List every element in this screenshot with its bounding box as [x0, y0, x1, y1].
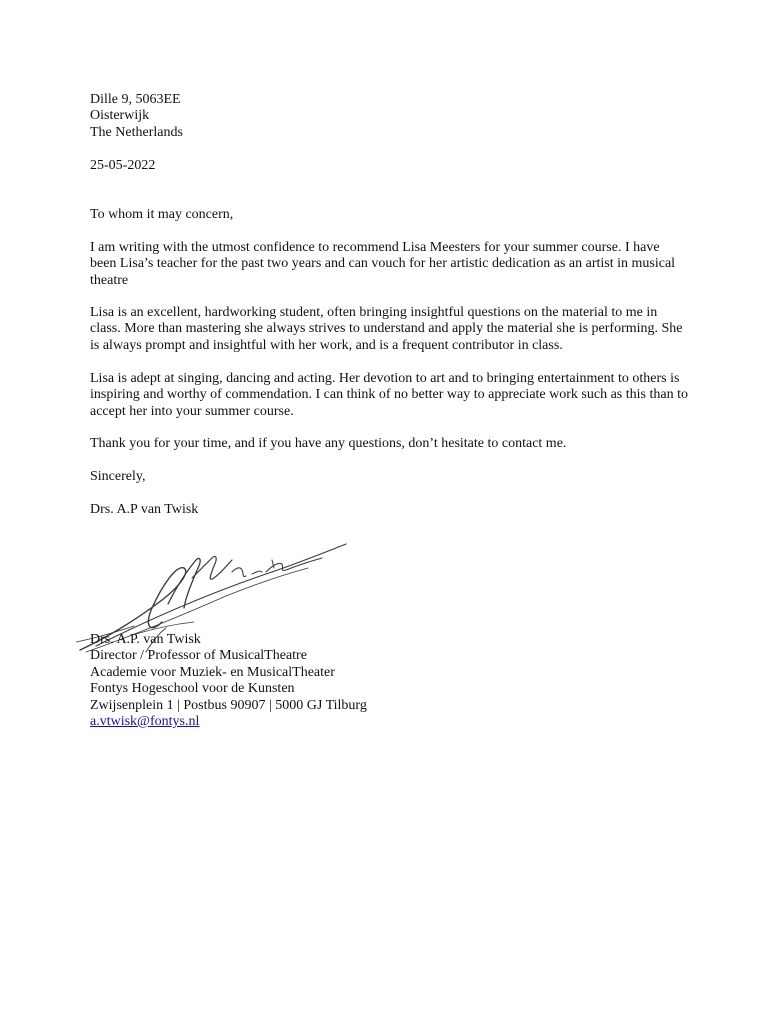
- body-paragraph-1: I am writing with the utmost confidence to recommend Lisa Meesters for your summer course. I have been Lisa’s teacher for the past two years and can vouch for her artistic dedication as an artist in musical theatre: [90, 240, 676, 288]
- address-line-3: The Netherlands: [90, 124, 183, 140]
- closing-line: Sincerely,: [90, 469, 146, 484]
- contact-name: Drs. A.P. van Twisk: [90, 632, 201, 647]
- body-paragraph-3: Lisa is adept at singing, dancing and acting. Her devotion to art and to bringing entertainment to others is inspiring and worthy of commendation. I can think of no better way to appreciate work such as this than to accept her into your summer course.: [90, 371, 688, 419]
- email-link[interactable]: a.vtwisk@fontys.nl: [90, 714, 200, 730]
- signature-block: [90, 632, 690, 730]
- signer-name: Drs. A.P van Twisk: [90, 502, 199, 517]
- address-line-2: Oisterwijk: [90, 108, 150, 124]
- contact-address: Zwijsenplein 1 | Postbus 90907 | 5000 GJ Tilburg: [90, 697, 367, 713]
- sender-address: [90, 92, 690, 141]
- body-paragraph-4: Thank you for your time, and if you have any questions, don’t hesitate to contact me.: [90, 436, 567, 451]
- contact-institution-2: Fontys Hogeschool voor de Kunsten: [90, 681, 295, 697]
- address-line-1: Dille 9, 5063EE: [90, 92, 181, 107]
- salutation: To whom it may concern,: [90, 207, 234, 222]
- body-paragraph-2: Lisa is an excellent, hardworking student, often bringing insightful questions on the material to me in class. More than mastering she always strives to understand and apply the material she is performing. She is always prompt and insightful with her work, and is a frequent contributor in class.: [90, 305, 683, 353]
- letter-date: 25-05-2022: [90, 158, 156, 173]
- contact-institution-1: Academie voor Muziek- en MusicalTheater: [90, 664, 335, 680]
- contact-title: Director / Professor of MusicalTheatre: [90, 648, 307, 664]
